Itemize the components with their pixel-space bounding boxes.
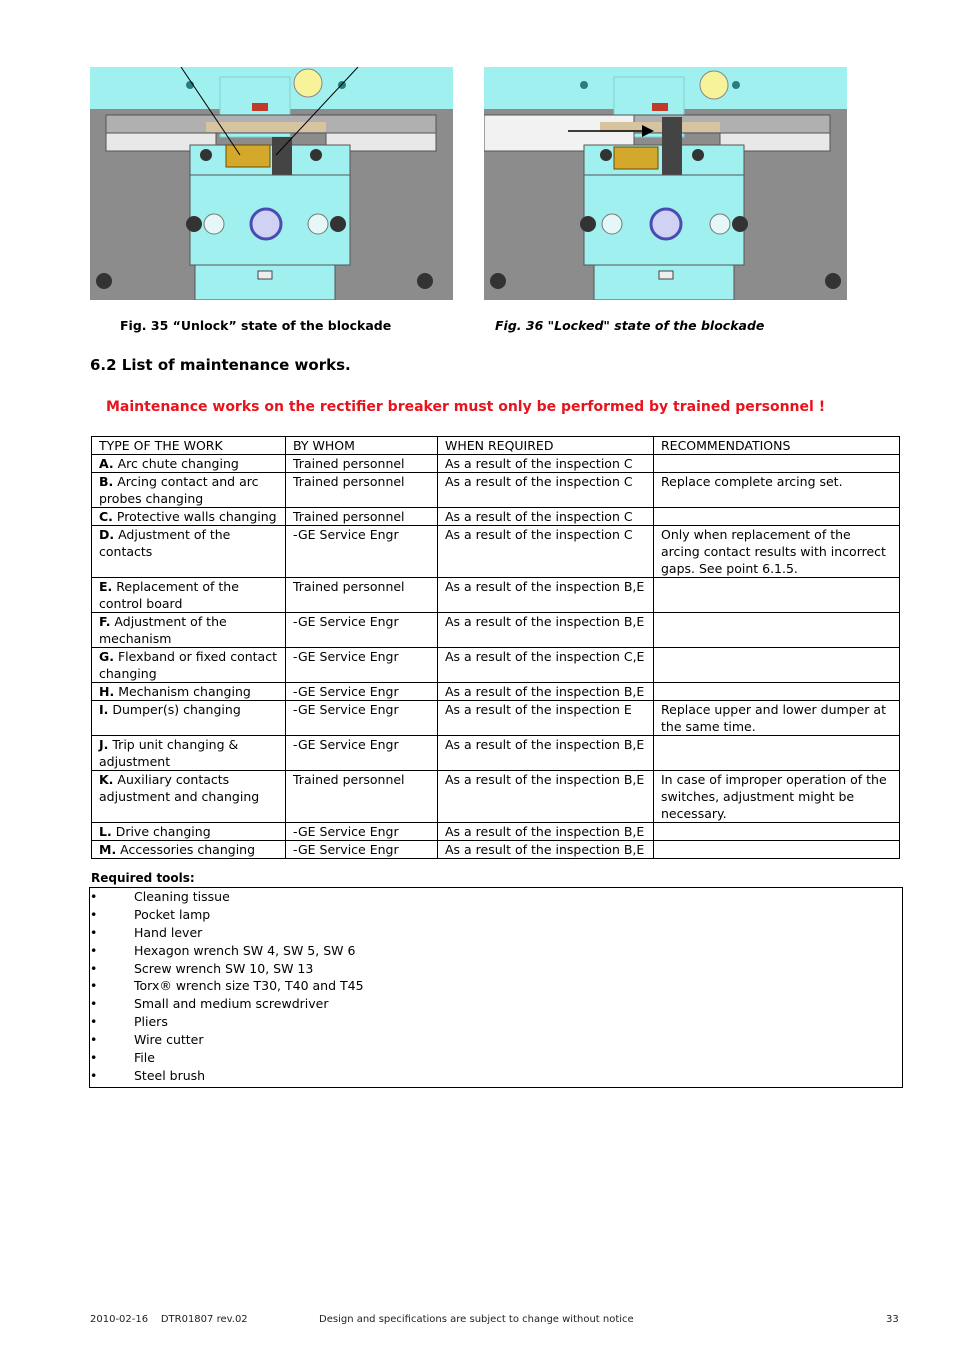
figure-36-caption: Fig. 36 "Locked" state of the blockade	[495, 318, 765, 333]
tool-name: Steel brush	[134, 1067, 206, 1083]
bullet-icon: •	[90, 1032, 98, 1048]
when-required-cell: As a result of the inspection C	[438, 508, 654, 526]
section-title: 6.2 List of maintenance works.	[90, 356, 351, 374]
bullet-icon: •	[90, 1014, 98, 1030]
work-type-text: Adjustment of the contacts	[99, 527, 235, 559]
when-required-cell: As a result of the inspection C	[438, 526, 654, 578]
by-whom-cell: -GE Service Engr	[286, 526, 438, 578]
work-letter: M.	[99, 842, 117, 857]
recommendation-cell	[654, 683, 900, 701]
work-type-cell	[92, 508, 286, 526]
table-row	[92, 771, 900, 823]
work-type-cell	[92, 736, 286, 771]
bullet-icon: •	[90, 978, 98, 994]
figure-35-caption: Fig. 35 “Unlock” state of the blockade	[120, 318, 392, 333]
work-type-cell	[92, 455, 286, 473]
when-required-cell: As a result of the inspection B,E	[438, 823, 654, 841]
work-letter: E.	[99, 579, 113, 594]
by-whom-cell: -GE Service Engr	[286, 683, 438, 701]
when-required-cell: As a result of the inspection E	[438, 701, 654, 736]
work-type-cell	[92, 473, 286, 508]
bullet-icon: •	[90, 960, 98, 976]
when-required-cell: As a result of the inspection C	[438, 473, 654, 508]
table-row	[92, 841, 900, 859]
tool-name: File	[134, 1050, 155, 1066]
recommendation-cell	[654, 648, 900, 683]
work-type-cell	[92, 841, 286, 859]
work-letter: C.	[99, 509, 113, 524]
work-type-text: Adjustment of the mechanism	[99, 614, 231, 646]
work-type-cell	[92, 648, 286, 683]
work-type-cell	[92, 526, 286, 578]
work-type-text: Trip unit changing & adjustment	[99, 737, 243, 769]
work-type-cell	[92, 578, 286, 613]
work-letter: F.	[99, 614, 111, 629]
list-item	[90, 960, 902, 978]
footer-note: Design and specifications are subject to change without notice	[319, 1314, 634, 1325]
footer-date-doc: 2010-02-16 DTR01807 rev.02	[90, 1314, 248, 1325]
work-type-text: Arc chute changing	[113, 456, 239, 471]
table-row	[92, 648, 900, 683]
work-type-cell	[92, 613, 286, 648]
page-number: 33	[886, 1314, 899, 1325]
when-required-cell: As a result of the inspection B,E	[438, 683, 654, 701]
table-row	[92, 683, 900, 701]
work-type-text: Mechanism changing	[114, 684, 251, 699]
list-item	[90, 924, 902, 942]
tool-name: Small and medium screwdriver	[134, 996, 329, 1012]
tool-name: Cleaning tissue	[134, 889, 230, 904]
list-item	[90, 1067, 902, 1085]
work-type-cell	[92, 683, 286, 701]
table-row	[92, 508, 900, 526]
bullet-icon: •	[90, 996, 98, 1012]
recommendation-cell	[654, 455, 900, 473]
bullet-icon: •	[90, 906, 98, 922]
figure-unlock-image	[90, 67, 453, 300]
tool-name: Pocket lamp	[134, 906, 211, 922]
by-whom-cell: Trained personnel	[286, 771, 438, 823]
recommendation-cell: Replace complete arcing set.	[654, 473, 900, 508]
work-type-cell	[92, 823, 286, 841]
work-type-text: Drive changing	[111, 824, 211, 839]
recommendation-cell	[654, 736, 900, 771]
work-type-text: Arcing contact and arc probes changing	[99, 474, 263, 506]
list-item	[90, 977, 902, 995]
bullet-icon: •	[90, 889, 98, 904]
by-whom-cell: -GE Service Engr	[286, 648, 438, 683]
header-by-whom: BY WHOM	[286, 437, 438, 455]
list-item	[90, 1049, 902, 1067]
tool-name: Hand lever	[134, 924, 203, 940]
work-letter: B.	[99, 474, 114, 489]
list-item	[90, 942, 902, 960]
recommendation-cell	[654, 613, 900, 648]
list-item	[90, 995, 902, 1013]
tools-list-box	[89, 887, 903, 1088]
when-required-cell: As a result of the inspection B,E	[438, 841, 654, 859]
when-required-cell: As a result of the inspection B,E	[438, 578, 654, 613]
by-whom-cell: Trained personnel	[286, 578, 438, 613]
bullet-icon: •	[90, 1067, 98, 1083]
recommendation-cell: In case of improper operation of the switches, adjustment might be necessary.	[654, 771, 900, 823]
tools-title: Required tools:	[91, 871, 195, 885]
bullet-icon: •	[90, 1050, 98, 1066]
table-header-row	[92, 437, 900, 455]
list-item	[90, 1031, 902, 1049]
table-row	[92, 526, 900, 578]
bullet-icon: •	[90, 942, 98, 958]
recommendation-cell: Only when replacement of the arcing contact results with incorrect gaps. See point 6.1.5.	[654, 526, 900, 578]
work-letter: G.	[99, 649, 115, 664]
when-required-cell: As a result of the inspection C	[438, 455, 654, 473]
list-item	[90, 1013, 902, 1031]
work-letter: I.	[99, 702, 109, 717]
table-row	[92, 578, 900, 613]
table-row	[92, 613, 900, 648]
by-whom-cell: -GE Service Engr	[286, 736, 438, 771]
work-type-text: Accessories changing	[116, 842, 256, 857]
tool-name: Hexagon wrench SW 4, SW 5, SW 6	[134, 942, 356, 958]
work-letter: H.	[99, 684, 115, 699]
by-whom-cell: -GE Service Engr	[286, 823, 438, 841]
list-item	[90, 888, 902, 906]
work-letter: D.	[99, 527, 115, 542]
when-required-cell: As a result of the inspection B,E	[438, 613, 654, 648]
tool-name: Torx® wrench size T30, T40 and T45	[134, 978, 364, 994]
list-item	[90, 906, 902, 924]
table-row	[92, 736, 900, 771]
table-row	[92, 455, 900, 473]
by-whom-cell: -GE Service Engr	[286, 701, 438, 736]
recommendation-cell	[654, 841, 900, 859]
when-required-cell: As a result of the inspection C,E	[438, 648, 654, 683]
header-when-required: WHEN REQUIRED	[438, 437, 654, 455]
work-type-cell	[92, 771, 286, 823]
work-type-text: Auxiliary contacts adjustment and changing	[99, 772, 260, 804]
by-whom-cell: -GE Service Engr	[286, 841, 438, 859]
maintenance-table	[91, 436, 900, 859]
work-type-text: Protective walls changing	[112, 509, 277, 524]
when-required-cell: As a result of the inspection B,E	[438, 771, 654, 823]
figure-locked-image	[484, 67, 847, 300]
by-whom-cell: Trained personnel	[286, 508, 438, 526]
recommendation-cell	[654, 508, 900, 526]
bullet-icon: •	[90, 924, 98, 940]
by-whom-cell: Trained personnel	[286, 473, 438, 508]
when-required-cell: As a result of the inspection B,E	[438, 736, 654, 771]
work-letter: J.	[99, 737, 109, 752]
table-row	[92, 473, 900, 508]
tool-name: Pliers	[134, 1014, 168, 1030]
work-letter: K.	[99, 772, 114, 787]
header-type: TYPE OF THE WORK	[92, 437, 286, 455]
work-letter: A.	[99, 456, 114, 471]
work-type-text: Replacement of the control board	[99, 579, 243, 611]
table-row	[92, 701, 900, 736]
table-row	[92, 823, 900, 841]
tool-name: Screw wrench SW 10, SW 13	[134, 960, 314, 976]
tool-name: Wire cutter	[134, 1032, 204, 1048]
work-type-cell	[92, 701, 286, 736]
work-letter: L.	[99, 824, 112, 839]
work-type-text: Dumper(s) changing	[108, 702, 241, 717]
by-whom-cell: Trained personnel	[286, 455, 438, 473]
recommendation-cell	[654, 823, 900, 841]
warning-text: Maintenance works on the rectifier breaker must only be performed by trained personnel !	[106, 399, 826, 415]
header-recommendations: RECOMMENDATIONS	[654, 437, 900, 455]
recommendation-cell	[654, 578, 900, 613]
by-whom-cell: -GE Service Engr	[286, 613, 438, 648]
work-type-text: Flexband or fixed contact changing	[99, 649, 281, 681]
tools-list	[90, 888, 902, 1085]
recommendation-cell: Replace upper and lower dumper at the same time.	[654, 701, 900, 736]
